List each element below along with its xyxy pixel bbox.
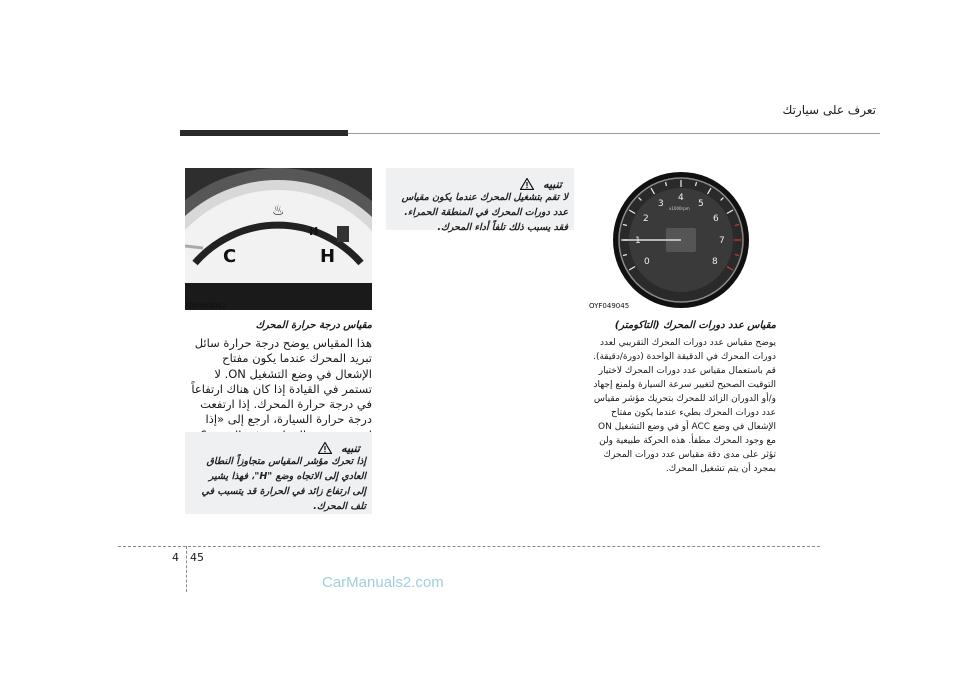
tach-unit-label: x1000rpm — [669, 206, 690, 211]
tach-6-label: 6 — [713, 214, 719, 224]
caution-title: تنبيه — [543, 178, 562, 191]
page-header-title: تعرف على سيارتك — [782, 103, 876, 117]
gauge-cold-label: C — [223, 246, 237, 267]
tach-7-label: 7 — [719, 236, 725, 246]
tach-5-label: 5 — [698, 199, 704, 209]
gauge-hot-label: H — [320, 246, 336, 267]
temperature-gauge-image — [185, 168, 372, 310]
tach-8-label: 8 — [712, 257, 718, 267]
caution-body: لا تقم بتشغيل المحرك عندما يكون مقياس عدد دورات المحرك في المنطقة الحمراء. فقد يسبب ذلك تلفاً أداء المحرك. — [401, 192, 568, 233]
coolant-temperature-icon: ♨ — [272, 203, 285, 219]
caution-title-2: تنبيه — [341, 442, 360, 455]
header-rule-accent — [180, 130, 348, 136]
warning-triangle-icon — [318, 442, 332, 454]
temperature-caution-box — [185, 432, 372, 514]
caution-body-2: إذا تحرك مؤشر المقياس متجاوزاً النطاق العادي إلى الاتجاه وضع "H"، فهذا يشير إلى ارتفاع زائد في الحرارة قد يتسبب في تلف المحرك. — [201, 456, 366, 512]
tachometer-caution-box — [386, 168, 574, 233]
gauge-hot-marker-label: H — [309, 225, 319, 238]
tach-4-label: 4 — [678, 193, 684, 203]
watermark-text: CarManuals2.com — [322, 574, 444, 591]
tachometer-paragraph: يوضح مقياس عدد دورات المحرك التقريبي لعدد دورات المحرك في الدقيقة الواحدة (دورة/دقيقة). قم باستعمال مقياس عدد دورات المحرك لاختيار التوقيت الصحيح لتغيير سرعة السيارة ولمنع إجهاد و/أو الدوران الزائد للمحرك بتحريك مؤشر مقياس عدد دورات المحرك بطيء عندما يكون مفتاح الإشعال في وضع ACC أو في وضع التشغيل ON مع وجود المحرك مطفأ. هذه الحركة طبيعية ولن تؤثر على مدى دقة مقياس عدد دورات المحرك بمجرد أن يتم تشغيل المحرك. — [593, 338, 776, 474]
tach-3-label: 3 — [658, 199, 664, 209]
tach-0-label: 0 — [644, 257, 650, 267]
temperature-gauge-paragraph: هذا المقياس يوضح درجة حرارة سائل تبريد المحرك عندما يكون مفتاح الإشعال في وضع التشغيل ON. لا تستمر في القيادة إذا كان هناك ارتفاعاً في درجة حرارة المحرك. إذا ارتفعت درجة حرارة السيارة، ارجع إلى «إذا — [191, 336, 372, 427]
footer-rule — [118, 546, 820, 547]
tachometer-heading: مقياس عدد دورات المحرك (التاكومتر) — [614, 320, 776, 331]
tach-2-label: 2 — [643, 214, 649, 224]
right-image-code: OYF049045 — [589, 302, 630, 310]
footer-divider — [186, 546, 187, 592]
warning-triangle-icon — [520, 178, 534, 190]
temperature-gauge-heading: مقياس درجة حرارة المحرك — [255, 320, 372, 331]
tachometer-image — [588, 168, 775, 310]
tachometer-drawing — [588, 168, 775, 310]
left-image-code: OYF049047 — [186, 302, 227, 310]
tach-1-label: 1 — [635, 236, 641, 246]
chapter-number: 4 — [172, 551, 179, 564]
page-number: 45 — [190, 551, 204, 564]
